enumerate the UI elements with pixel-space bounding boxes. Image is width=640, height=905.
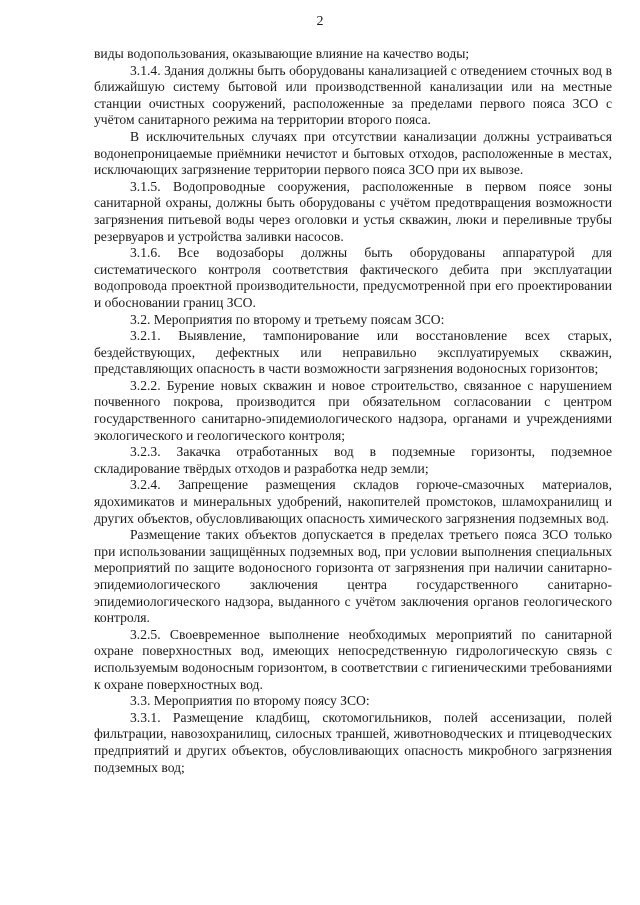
- paragraph-placement-allowed: Размещение таких объектов допускается в пределах третьего пояса ЗСО только при использовании защищённых подземных вод, при условии выполнения специальных мероприятий по защите водоносного горизонта от загрязнения при наличии санитарно-эпидемиологического заключения центра государственного санитарно-эпидемиологического надзора, выданного с учётом заключения органов геологического контроля.: [94, 527, 612, 626]
- paragraph-exceptional-cases: В исключительных случаях при отсутствии канализации должны устраиваться водонепроницаемые приёмники нечистот и бытовых отходов, расположенные в местах, исключающих загрязнение территории первого пояса ЗСО при их вывозе.: [94, 128, 612, 178]
- paragraph-3-2-1: 3.2.1. Выявление, тампонирование или восстановление всех старых, бездействующих, дефектных или неправильно эксплуатируемых скважин, представляющих опасность в части возможности загрязнения водоносных горизонтов;: [94, 328, 612, 377]
- paragraph-3-2-3: 3.2.3. Закачка отработанных вод в подземные горизонты, подземное складирование твёрдых отходов и разработка недр земли;: [94, 444, 612, 476]
- section-heading-3-2: 3.2. Мероприятия по второму и третьему поясам ЗСО:: [130, 311, 445, 327]
- paragraph-3-2-5: 3.2.5. Своевременное выполнение необходимых мероприятий по санитарной охране поверхностных вод, имеющих непосредственную гидрологическую связь с используемым водоносным горизонтом, в соответствии с гигиеническими требованиями к охране поверхностных вод.: [94, 626, 612, 692]
- paragraph-3-1-5: 3.1.5. Водопроводные сооружения, расположенные в первом поясе зоны санитарной охраны, должны быть оборудованы с учётом предотвращения возможности загрязнения питьевой воды через оголовки и устья скважин, люки и переливные трубы резервуаров и устройства заливки насосов.: [94, 178, 612, 244]
- paragraph-3-2-4: 3.2.4. Запрещение размещения складов горюче-смазочных материалов, ядохимикатов и минеральных удобрений, накопителей промстоков, шламохранилищ и других объектов, обусловливающих опасность химического загрязнения подземных вод.: [94, 477, 612, 526]
- paragraph-3-1-6: 3.1.6. Все водозаборы должны быть оборудованы аппаратурой для систематического контроля соответствия фактического дебита при эксплуатации водопровода проектной производительности, предусмотренной при его проектировании и обосновании границ ЗСО.: [94, 245, 612, 310]
- paragraph-3-3-1: 3.3.1. Размещение кладбищ, скотомогильников, полей ассенизации, полей фильтрации, навозохранилищ, силосных траншей, животноводческих и птицеводческих предприятий и других объектов, обусловливающих опасность микробного загрязнения подземных вод;: [94, 709, 612, 775]
- section-heading-3-3: 3.3. Мероприятия по второму поясу ЗСО:: [130, 693, 370, 709]
- page-number: 2: [316, 14, 324, 29]
- document-body: [94, 46, 612, 776]
- paragraph-continuation: виды водопользования, оказывающие влияние на качество воды;: [94, 46, 470, 61]
- paragraph-3-1-4: 3.1.4. Здания должны быть оборудованы канализацией с отведением сточных вод в ближайшую систему бытовой или производственной канализации или на местные станции очистных сооружений, расположенные за пределами первого пояса ЗСО с учётом санитарного режима на территории второго пояса.: [94, 62, 612, 128]
- paragraph-3-2-2: 3.2.2. Бурение новых скважин и новое строительство, связанное с нарушением почвенного покрова, производится при обязательном согласовании с центром государственного санитарно-эпидемиологического надзора, органами и учреждениями экологического и геологического контроля;: [94, 377, 612, 443]
